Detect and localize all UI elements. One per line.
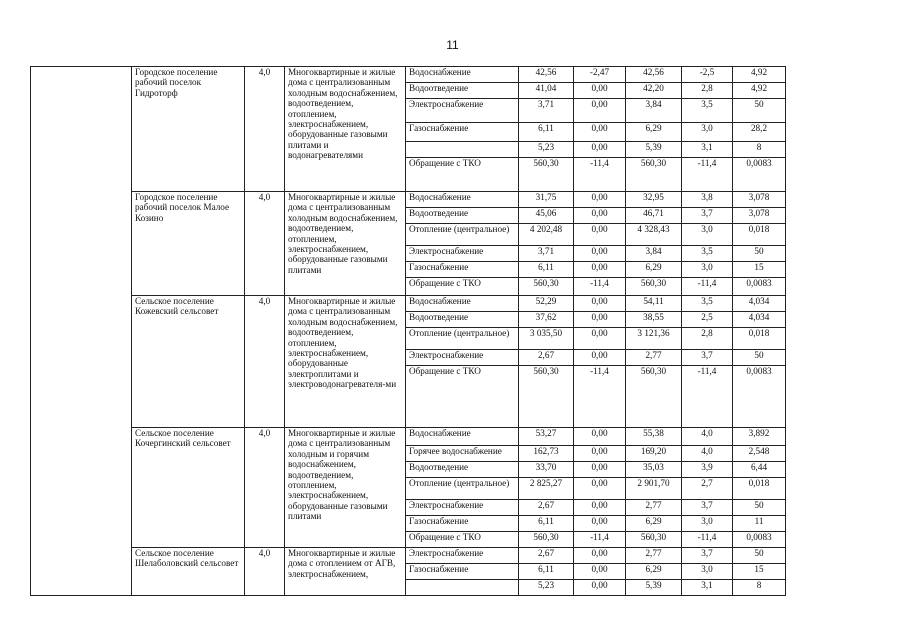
value-cell-v5: 6,44 xyxy=(733,462,786,478)
value-cell-v5: 4,92 xyxy=(733,67,786,83)
value-cell-v5: 50 xyxy=(733,350,786,366)
value-cell-v4: 3,0 xyxy=(682,123,733,142)
service-cell: Отопление (центральное) xyxy=(406,224,519,246)
service-cell: Водоотведение xyxy=(406,462,519,478)
value-cell-v5: 0,018 xyxy=(733,478,786,500)
value-cell-v5: 15 xyxy=(733,262,786,278)
value-cell-v2: 0,00 xyxy=(574,192,626,208)
value-cell-v2: 0,00 xyxy=(574,548,626,564)
value-cell-v1: 162,73 xyxy=(519,446,574,462)
value-cell-v3: 560,30 xyxy=(626,158,682,192)
service-cell: Водоснабжение xyxy=(406,296,519,312)
value-cell-v2: 0,00 xyxy=(574,428,626,446)
value-cell-v2: 0,00 xyxy=(574,446,626,462)
value-cell-v4: 2,8 xyxy=(682,328,733,350)
value-cell-v5: 15 xyxy=(733,564,786,580)
value-cell-v5: 0,0083 xyxy=(733,158,786,192)
value-cell-v2: -11,4 xyxy=(574,532,626,548)
service-cell: Отопление (центральное) xyxy=(406,478,519,500)
value-cell-v3: 6,29 xyxy=(626,262,682,278)
value-cell-v4: 2,5 xyxy=(682,312,733,328)
value-cell-v3: 560,30 xyxy=(626,278,682,296)
value-cell-v1: 53,27 xyxy=(519,428,574,446)
value-cell-v1: 4 202,48 xyxy=(519,224,574,246)
service-cell: Газоснабжение xyxy=(406,564,519,580)
value-cell-v4: 3,0 xyxy=(682,564,733,580)
value-cell-v1: 560,30 xyxy=(519,366,574,428)
value-cell-v3: 5,39 xyxy=(626,142,682,158)
value-cell-v5: 8 xyxy=(733,142,786,158)
service-cell: Водоснабжение xyxy=(406,67,519,83)
value-cell-v3: 3 121,36 xyxy=(626,328,682,350)
value-cell-v4: -11,4 xyxy=(682,278,733,296)
norm-cell: 4,0 xyxy=(245,548,285,596)
value-cell-v3: 42,20 xyxy=(626,83,682,99)
value-cell-v3: 46,71 xyxy=(626,208,682,224)
value-cell-v1: 42,56 xyxy=(519,67,574,83)
value-cell-v1: 560,30 xyxy=(519,532,574,548)
value-cell-v4: -2,5 xyxy=(682,67,733,83)
value-cell-v1: 6,11 xyxy=(519,262,574,278)
value-cell-v1: 2,67 xyxy=(519,548,574,564)
value-cell-v1: 37,62 xyxy=(519,312,574,328)
service-cell: Обращение с ТКО xyxy=(406,278,519,296)
value-cell-v3: 32,95 xyxy=(626,192,682,208)
service-cell: Газоснабжение xyxy=(406,123,519,142)
value-cell-v5: 3,078 xyxy=(733,208,786,224)
value-cell-v2: 0,00 xyxy=(574,564,626,580)
value-cell-v1: 45,06 xyxy=(519,208,574,224)
value-cell-v4: 3,7 xyxy=(682,548,733,564)
service-cell: Водоснабжение xyxy=(406,428,519,446)
value-cell-v1: 2,67 xyxy=(519,500,574,516)
value-cell-v1: 2,67 xyxy=(519,350,574,366)
value-cell-v5: 3,078 xyxy=(733,192,786,208)
value-cell-v1: 6,11 xyxy=(519,516,574,532)
value-cell-v4: 3,0 xyxy=(682,224,733,246)
value-cell-v5: 50 xyxy=(733,500,786,516)
value-cell-v2: 0,00 xyxy=(574,123,626,142)
value-cell-v3: 6,29 xyxy=(626,564,682,580)
value-cell-v3: 2,77 xyxy=(626,500,682,516)
service-cell: Водоотведение xyxy=(406,312,519,328)
value-cell-v3: 560,30 xyxy=(626,366,682,428)
norm-cell: 4,0 xyxy=(245,67,285,192)
value-cell-v2: 0,00 xyxy=(574,296,626,312)
value-cell-v5: 0,018 xyxy=(733,224,786,246)
service-cell: Обращение с ТКО xyxy=(406,532,519,548)
table-body xyxy=(31,67,786,596)
value-cell-v4: 2,7 xyxy=(682,478,733,500)
value-cell-v5: 4,92 xyxy=(733,83,786,99)
value-cell-v3: 55,38 xyxy=(626,428,682,446)
value-cell-v4: 2,8 xyxy=(682,83,733,99)
table-row xyxy=(31,548,786,564)
value-cell-v5: 2,548 xyxy=(733,446,786,462)
service-cell: Обращение с ТКО xyxy=(406,158,519,192)
value-cell-v5: 0,018 xyxy=(733,328,786,350)
table-row xyxy=(31,428,786,446)
value-cell-v1: 2 825,27 xyxy=(519,478,574,500)
value-cell-v5: 50 xyxy=(733,548,786,564)
service-cell: Водоотведение xyxy=(406,208,519,224)
value-cell-v3: 2,77 xyxy=(626,350,682,366)
value-cell-v3: 38,55 xyxy=(626,312,682,328)
value-cell-v4: 4,0 xyxy=(682,446,733,462)
value-cell-v5: 28,2 xyxy=(733,123,786,142)
value-cell-v3: 42,56 xyxy=(626,67,682,83)
value-cell-v2: 0,00 xyxy=(574,246,626,262)
value-cell-v2: 0,00 xyxy=(574,142,626,158)
value-cell-v2: 0,00 xyxy=(574,500,626,516)
district-cell xyxy=(31,67,132,596)
value-cell-v4: 4,0 xyxy=(682,428,733,446)
value-cell-v1: 5,23 xyxy=(519,580,574,596)
value-cell-v5: 50 xyxy=(733,99,786,123)
value-cell-v2: 0,00 xyxy=(574,350,626,366)
value-cell-v4: 3,1 xyxy=(682,580,733,596)
value-cell-v5: 3,892 xyxy=(733,428,786,446)
value-cell-v4: 3,7 xyxy=(682,208,733,224)
service-cell xyxy=(406,142,519,158)
settlement-cell: Городское поселение рабочий поселок Малое Козино xyxy=(132,192,245,296)
value-cell-v2: 0,00 xyxy=(574,224,626,246)
value-cell-v2: 0,00 xyxy=(574,328,626,350)
value-cell-v2: 0,00 xyxy=(574,83,626,99)
building-type-cell: Многоквартирные и жилые дома с централизованным холодным и горячим водоснабжением, водоотведением, отоплением, электроснабжением, оборудованные газовыми плитами xyxy=(285,428,406,548)
value-cell-v5: 0,0083 xyxy=(733,532,786,548)
value-cell-v1: 52,29 xyxy=(519,296,574,312)
settlement-cell: Сельское поселение Кочергинский сельсовет xyxy=(132,428,245,548)
value-cell-v1: 6,11 xyxy=(519,123,574,142)
value-cell-v4: -11,4 xyxy=(682,158,733,192)
service-cell: Электроснабжение xyxy=(406,500,519,516)
value-cell-v1: 560,30 xyxy=(519,278,574,296)
service-cell: Электроснабжение xyxy=(406,99,519,123)
value-cell-v4: 3,7 xyxy=(682,500,733,516)
norm-cell: 4,0 xyxy=(245,192,285,296)
value-cell-v4: 3,7 xyxy=(682,350,733,366)
value-cell-v5: 0,0083 xyxy=(733,278,786,296)
value-cell-v4: 3,1 xyxy=(682,142,733,158)
building-type-cell: Многоквартирные и жилые дома с централизованным холодным водоснабжением, водоотведением, отоплением, электроснабжением, оборудованные газовыми плитами xyxy=(285,192,406,296)
value-cell-v4: 3,0 xyxy=(682,262,733,278)
value-cell-v2: -11,4 xyxy=(574,158,626,192)
table-row xyxy=(31,67,786,83)
value-cell-v4: -11,4 xyxy=(682,366,733,428)
service-cell: Обращение с ТКО xyxy=(406,366,519,428)
value-cell-v3: 5,39 xyxy=(626,580,682,596)
service-cell: Газоснабжение xyxy=(406,262,519,278)
value-cell-v3: 169,20 xyxy=(626,446,682,462)
value-cell-v2: -11,4 xyxy=(574,366,626,428)
table-row xyxy=(31,192,786,208)
service-cell: Водоотведение xyxy=(406,83,519,99)
tariff-table xyxy=(30,66,786,596)
value-cell-v5: 4,034 xyxy=(733,296,786,312)
value-cell-v2: 0,00 xyxy=(574,208,626,224)
value-cell-v3: 560,30 xyxy=(626,532,682,548)
value-cell-v1: 41,04 xyxy=(519,83,574,99)
value-cell-v4: 3,0 xyxy=(682,516,733,532)
value-cell-v2: 0,00 xyxy=(574,516,626,532)
service-cell: Электроснабжение xyxy=(406,350,519,366)
value-cell-v3: 54,11 xyxy=(626,296,682,312)
value-cell-v2: 0,00 xyxy=(574,262,626,278)
value-cell-v1: 3,71 xyxy=(519,99,574,123)
value-cell-v3: 2 901,70 xyxy=(626,478,682,500)
settlement-cell: Сельское поселение Шелаболовский сельсовет xyxy=(132,548,245,596)
value-cell-v3: 6,29 xyxy=(626,123,682,142)
value-cell-v2: -2,47 xyxy=(574,67,626,83)
value-cell-v3: 2,77 xyxy=(626,548,682,564)
value-cell-v4: 3,9 xyxy=(682,462,733,478)
service-cell: Горячее водоснабжение xyxy=(406,446,519,462)
norm-cell: 4,0 xyxy=(245,428,285,548)
value-cell-v4: 3,5 xyxy=(682,246,733,262)
service-cell xyxy=(406,580,519,596)
value-cell-v2: -11,4 xyxy=(574,278,626,296)
value-cell-v1: 3 035,50 xyxy=(519,328,574,350)
value-cell-v5: 50 xyxy=(733,246,786,262)
settlement-cell: Сельское поселение Кожевский сельсовет xyxy=(132,296,245,428)
service-cell: Водоснабжение xyxy=(406,192,519,208)
value-cell-v2: 0,00 xyxy=(574,462,626,478)
value-cell-v1: 6,11 xyxy=(519,564,574,580)
value-cell-v5: 4,034 xyxy=(733,312,786,328)
value-cell-v5: 11 xyxy=(733,516,786,532)
value-cell-v5: 0,0083 xyxy=(733,366,786,428)
value-cell-v1: 560,30 xyxy=(519,158,574,192)
value-cell-v3: 35,03 xyxy=(626,462,682,478)
value-cell-v2: 0,00 xyxy=(574,580,626,596)
value-cell-v2: 0,00 xyxy=(574,312,626,328)
value-cell-v4: 3,5 xyxy=(682,296,733,312)
value-cell-v1: 5,23 xyxy=(519,142,574,158)
value-cell-v4: -11,4 xyxy=(682,532,733,548)
value-cell-v4: 3,8 xyxy=(682,192,733,208)
value-cell-v3: 4 328,43 xyxy=(626,224,682,246)
table-row xyxy=(31,296,786,312)
settlement-cell: Городское поселение рабочий поселок Гидроторф xyxy=(132,67,245,192)
building-type-cell: Многоквартирные и жилые дома с централизованным холодным водоснабжением, водоотведением, отоплением, электроснабжением, оборудованные газовыми плитами и водонагревателями xyxy=(285,67,406,192)
value-cell-v3: 3,84 xyxy=(626,99,682,123)
value-cell-v3: 6,29 xyxy=(626,516,682,532)
value-cell-v1: 31,75 xyxy=(519,192,574,208)
value-cell-v2: 0,00 xyxy=(574,478,626,500)
service-cell: Электроснабжение xyxy=(406,246,519,262)
building-type-cell: Многоквартирные и жилые дома с централизованным холодным водоснабжением, водоотведением, отоплением, электроснабжением, оборудованные электроплитами и электроводонагревателя-ми xyxy=(285,296,406,428)
value-cell-v3: 3,84 xyxy=(626,246,682,262)
value-cell-v2: 0,00 xyxy=(574,99,626,123)
building-type-cell: Многоквартирные и жилые дома с отоплением от АГВ, электроснабжением, xyxy=(285,548,406,596)
service-cell: Электроснабжение xyxy=(406,548,519,564)
service-cell: Газоснабжение xyxy=(406,516,519,532)
norm-cell: 4,0 xyxy=(245,296,285,428)
value-cell-v4: 3,5 xyxy=(682,99,733,123)
value-cell-v5: 8 xyxy=(733,580,786,596)
value-cell-v1: 3,71 xyxy=(519,246,574,262)
service-cell: Отопление (центральное) xyxy=(406,328,519,350)
page-number: 11 xyxy=(446,38,459,52)
value-cell-v1: 33,70 xyxy=(519,462,574,478)
